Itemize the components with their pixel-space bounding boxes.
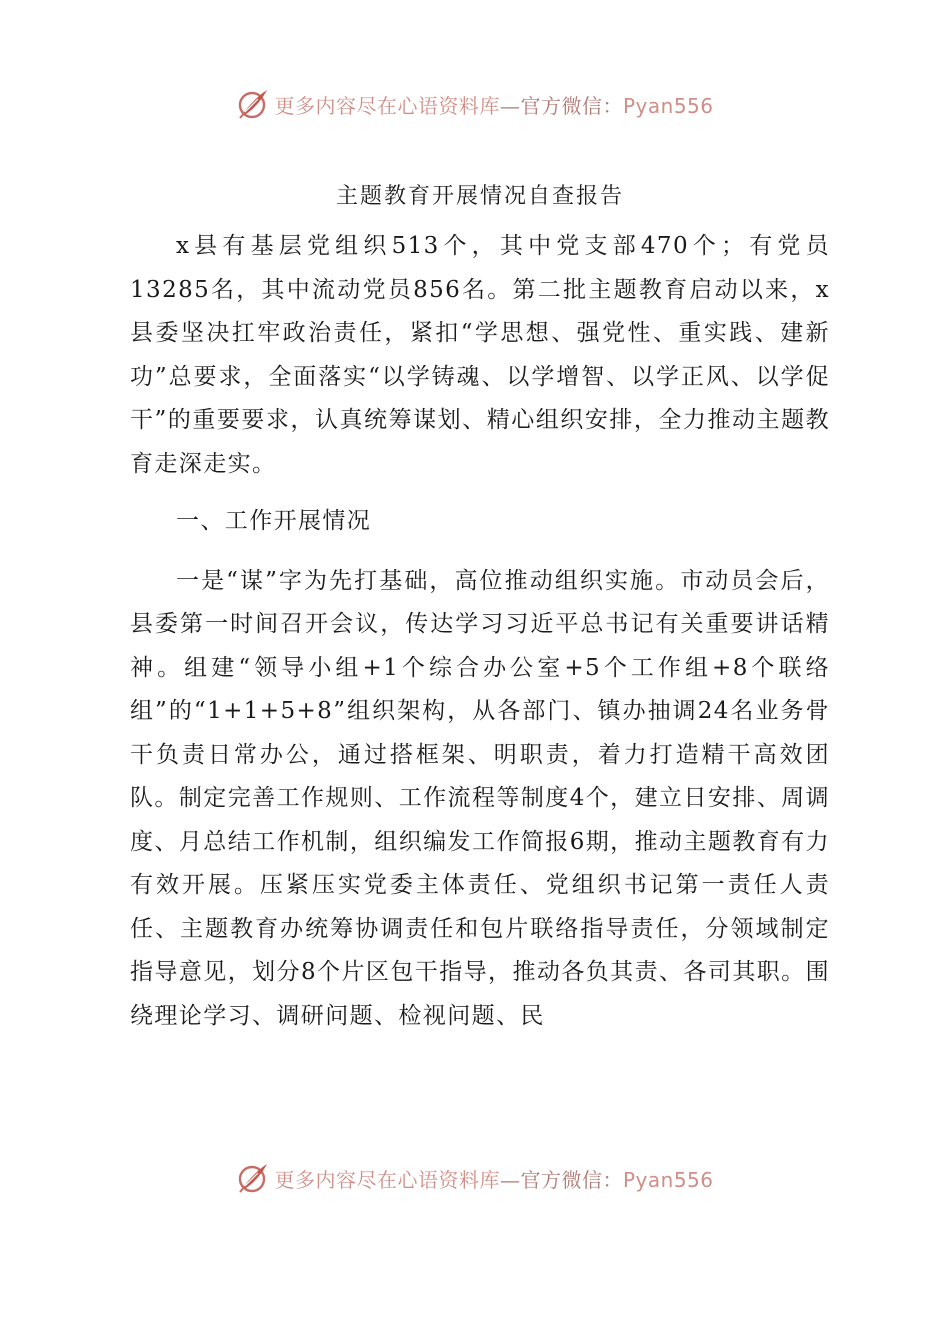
section-heading: 一、工作开展情况 bbox=[176, 508, 372, 534]
watermark-separator: — bbox=[499, 1167, 521, 1192]
document-body bbox=[130, 175, 830, 1038]
watermark-text bbox=[274, 90, 713, 119]
quill-pen-logo-icon bbox=[236, 87, 270, 121]
watermark-text bbox=[274, 1164, 713, 1193]
watermark-brand: 更多内容尽在心语资料库 bbox=[274, 1167, 500, 1192]
watermark-official: 官方微信： bbox=[520, 1167, 623, 1192]
watermark-official: 官方微信： bbox=[520, 93, 623, 118]
section-paragraph: 一是“谋”字为先打基础，高位推动组织实施。市动员会后，县委第一时间召开会议，传达学习习近平总书记有关重要讲话精神。组建“领导小组+1个综合办公室+5个工作组+8个联络组”的“1+1+5+8”组织架构，从各部门、镇办抽调24名业务骨干负责日常办公，通过搭框架、明职责，着力打造精干高效团队。制定完善工作规则、工作流程等制度4个，建立日安排、周调度、月总结工作机制，组织编发工作简报6期，推动主题教育有力有效开展。压紧压实党委主体责任、党组织书记第一责任人责任、主题教育办统筹协调责任和包片联络指导责任，分领域制定指导意见，划分8个片区包干指导，推动各负其责、各司其职。围绕理论学习、调研问题、检视问题、民 bbox=[130, 567, 830, 1029]
watermark-footer bbox=[0, 1158, 950, 1198]
intro-paragraph: x县有基层党组织513个，其中党支部470个；有党员13285名，其中流动党员856名。第二批主题教育启动以来，x县委坚决扛牢政治责任，紧扣“学思想、强党性、重实践、建新功”总要求，全面落实“以学铸魂、以学增智、以学正风、以学促干”的重要要求，认真统筹谋划、精心组织安排，全力推动主题教育走深走实。 bbox=[130, 233, 830, 477]
watermark-header bbox=[0, 84, 950, 124]
watermark-brand: 更多内容尽在心语资料库 bbox=[274, 93, 500, 118]
document-title: 主题教育开展情况自查报告 bbox=[335, 184, 624, 209]
watermark-separator: — bbox=[499, 93, 521, 118]
quill-pen-logo-icon bbox=[236, 1161, 270, 1195]
watermark-wechat-id: Pyan556 bbox=[622, 93, 714, 118]
watermark-wechat-id: Pyan556 bbox=[622, 1167, 714, 1192]
